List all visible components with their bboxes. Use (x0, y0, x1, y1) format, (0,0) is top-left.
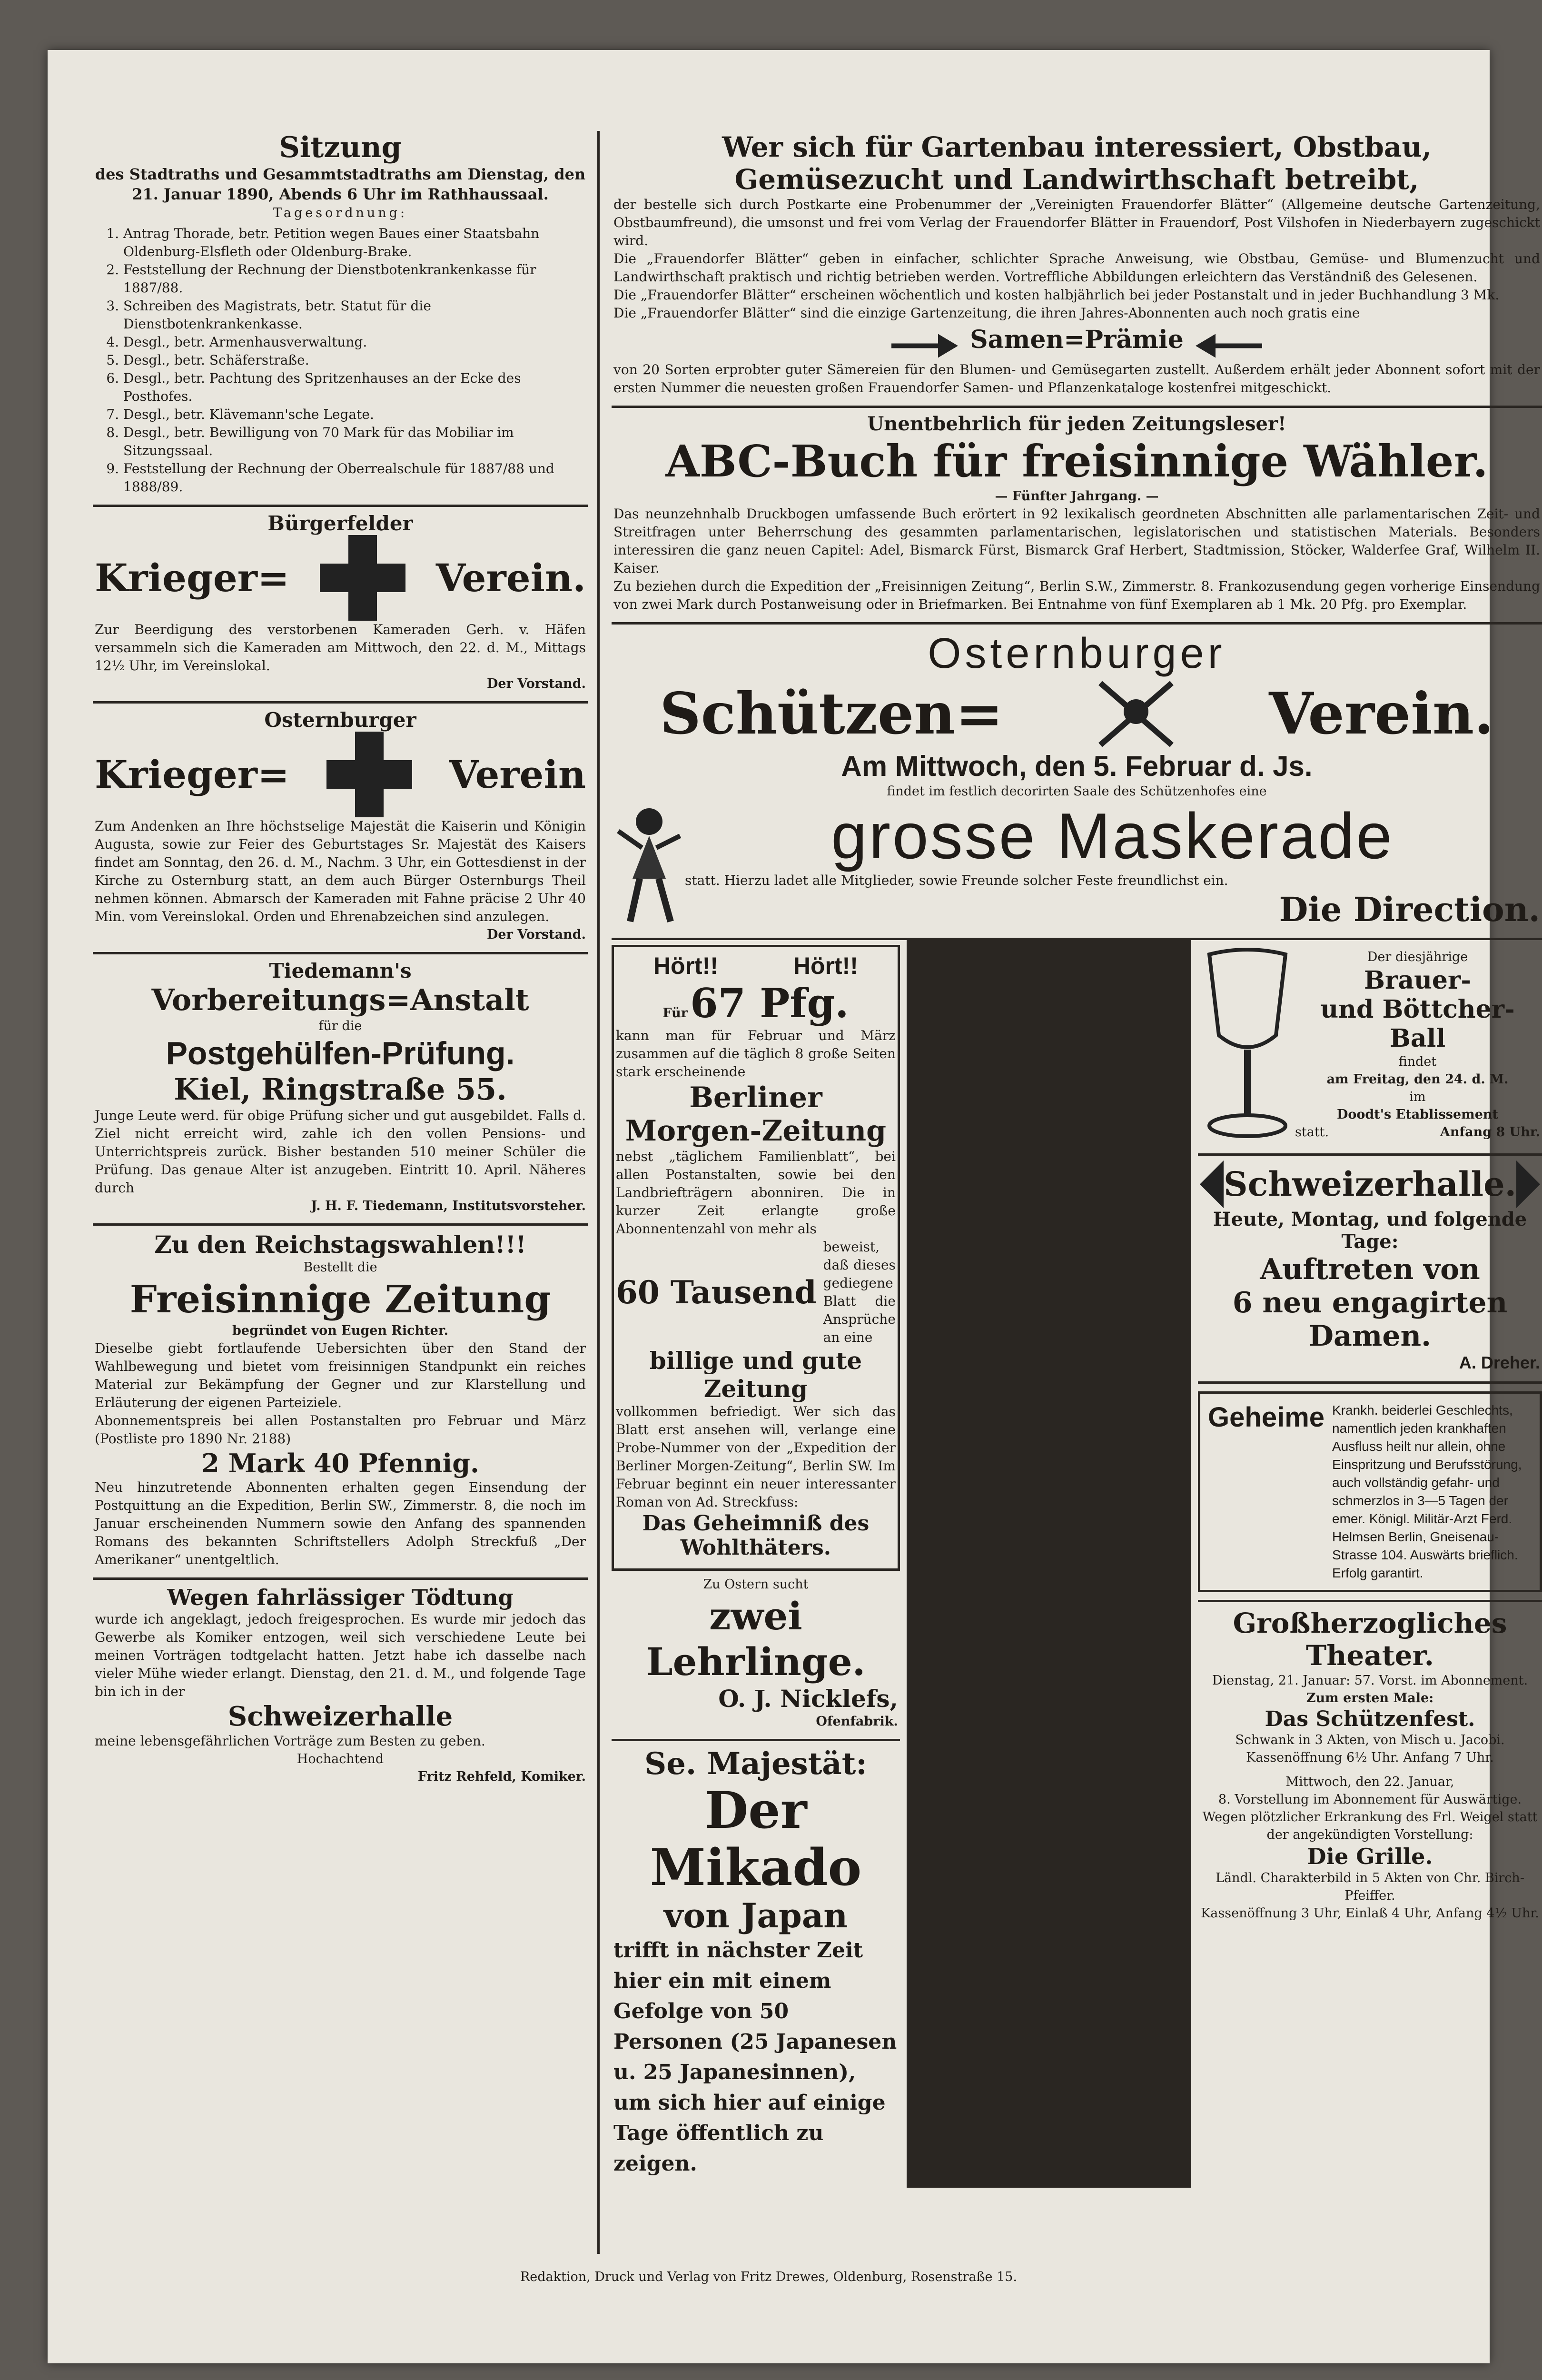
agenda-label: Tagesordnung: (273, 206, 408, 220)
brauer-title2: und Böttcher-Ball (1320, 995, 1515, 1053)
tiedemann-signature: J. H. F. Tiedemann, Institutsvorsteher. (311, 1199, 586, 1213)
sitzung-title: Sitzung (279, 131, 402, 164)
hoert-title1: Berliner (689, 1081, 822, 1114)
imprint-footer: Redaktion, Druck und Verlag von Fritz Drewes, Oldenburg, Rosenstraße 15. (520, 2270, 1018, 2284)
hoert-ad (612, 945, 900, 1571)
hoert-price: 67 Pfg. (690, 979, 849, 1027)
brauer-findet: findet (1398, 1054, 1437, 1069)
agenda-item: 1. Antrag Thorade, betr. Petition wegen Baues einer Staatsbahn Oldenburg-Elsfleth oder Oldenburg-Brake. (123, 225, 586, 261)
krieger-title-right: Verein. (435, 555, 586, 600)
krieger-title-left: Krieger= (95, 555, 289, 600)
hoert-head1: Hört!! (653, 952, 718, 979)
brauer-ball-ad (1198, 940, 1542, 1156)
tiedemann-line3: Postgehülfen-Prüfung. (166, 1035, 515, 1071)
brauer-statt: statt. (1295, 1125, 1329, 1140)
gartenbau-text2: Die „Frauendorfer Blätter“ geben in einfacher, schlichter Sprache Anweisung, wie Obstbau, Gemüse- und Blumenzucht und Landwirthschaft praktisch und richtig betrieben werden. Vortreffliche Abbildungen erleichtern das Verständniß des Gelesenen. (613, 251, 1540, 285)
theater-d2: Mittwoch, den 22. Januar, (1285, 1774, 1454, 1789)
schuetzen-top: Osternburger (928, 629, 1226, 677)
abc-title: ABC-Buch für freisinnige Wähler. (665, 435, 1488, 487)
agenda-item: 7. Desgl., betr. Klävemann'sche Legate. (123, 406, 586, 424)
mikado-l3: von Japan (663, 1895, 848, 1935)
schweizerhalle-title: Schweizerhalle. (1224, 1164, 1516, 1204)
theater-d2d: Die Grille. (1307, 1843, 1433, 1869)
theater-d2f: Kassenöffnung 3 Uhr, Einlaß 4 Uhr, Anfang 4½ Uhr. (1201, 1905, 1539, 1921)
krieger-title-left: Krieger= (95, 752, 289, 797)
schuetzen-verein-ad (612, 625, 1542, 940)
pointing-hand-icon (1196, 334, 1262, 358)
osternburger-signature: Der Vorstand. (487, 927, 586, 942)
agenda-item: 5. Desgl., betr. Schäferstraße. (123, 351, 586, 369)
theater-d2b: 8. Vorstellung im Abonnement für Auswärtige. (1218, 1792, 1522, 1807)
brauer-title1: Brauer- (1364, 966, 1471, 995)
abc-buch-ad (612, 408, 1542, 625)
schuetzen-signature: Die Direction. (1279, 889, 1540, 929)
schuetzen-text: statt. Hierzu ladet alle Mitglieder, sowie Freunde solcher Feste freundlichst ein. (685, 872, 1228, 888)
theater-ad (1198, 1600, 1542, 1931)
reichstag-ad (93, 1226, 588, 1580)
geheime-ad (1198, 1391, 1542, 1592)
brauer-im: im (1409, 1090, 1426, 1104)
buergerfelder-ad (93, 507, 588, 704)
gartenbau-ad (612, 126, 1542, 408)
lehrlinge-name: O. J. Nicklefs, (718, 1684, 898, 1713)
hoert-count: 60 Tausend (616, 1273, 817, 1311)
iron-cross-icon (326, 732, 412, 817)
hoert-title2: Morgen-Zeitung (625, 1114, 887, 1148)
founder: begründet von Eugen Richter. (232, 1323, 448, 1338)
krieger-title-right: Verein (449, 752, 586, 797)
goblet-icon (1200, 945, 1295, 1145)
lehrlinge-intro: Zu Ostern sucht (703, 1577, 809, 1592)
tiedemann-address: Kiel, Ringstraße 55. (174, 1072, 507, 1107)
abc-text2: Zu beziehen durch die Expedition der „Freisinnigen Zeitung“, Berlin S.W., Zimmerstr. 8. Frankozusendung gegen vorherige Einsendung von zwei Mark durch Postanweisung oder in Briefmarken. Bei Entnahme von fünf Exemplaren ab 1 Mk. 20 Pfg. pro Exemplar. (613, 578, 1540, 612)
sitzung-notice (93, 126, 588, 507)
schuetzen-title-right: Verein. (1269, 680, 1494, 747)
brauer-intro: Der diesjährige (1367, 950, 1468, 964)
buergerfelder-org: Bürgerfelder (267, 512, 413, 535)
arrow-left-icon (1200, 1160, 1224, 1208)
lehrlinge-firm: Ofenfabrik. (816, 1714, 898, 1729)
gartenbau-text3: Die „Frauendorfer Blätter“ erscheinen wöchentlich und kosten halbjährlich bei jeder Postanstalt und in jeder Buchhandlung 3 Mk. (613, 287, 1500, 303)
reichstag-headline: Zu den Reichstagswahlen!!! (154, 1230, 526, 1259)
brauer-venue: Doodt's Etablissement (1337, 1107, 1499, 1122)
theater-d1d: Schwank in 3 Akten, von Misch u. Jacobi. (1235, 1732, 1505, 1747)
gartenbau-text5: von 20 Sorten erprobter guter Sämereien für den Blumen- und Gemüsegarten zustellt. Außerdem erhält jeder Abonnent sofort mit der ersten Nummer die neuesten großen Frauendorfer Samen- und Pflanzenkataloge kostenfrei mitgeschickt. (613, 361, 1540, 396)
reichstag-text2: Neu hinzutretende Abonnenten erhalten gegen Einsendung der Postquittung an die Expedition, Berlin SW., Zimmerstr. 8, die noch im Januar erscheinenden Nummern sowie den Anfang des spannenden Romans des bekannten Schriftstellers Adolph Streckfuß „Der Amerikaner“ unentgeltlich. (95, 1479, 586, 1567)
agenda-item: 3. Schreiben des Magistrats, betr. Statut für die Dienstbotenkrankenkasse. (123, 297, 586, 333)
price-text: Abonnementspreis bei allen Postanstalten pro Februar und März (Postliste pro 1890 Nr. 2188) (95, 1413, 586, 1447)
toedtung-signature: Fritz Rehfeld, Komiker. (417, 1769, 586, 1784)
maskerade-title: grosse Maskerade (831, 799, 1394, 872)
theater-d1c: Das Schützenfest. (1265, 1706, 1475, 1731)
agenda-item: 8. Desgl., betr. Bewilligung von 70 Mark für das Mobiliar im Sitzungssaal. (123, 424, 586, 460)
theater-d1e: Kassenöffnung 6½ Uhr. Anfang 7 Uhr. (1246, 1750, 1494, 1765)
subcolumn-divider (907, 940, 1191, 2188)
mikado-text: trifft in nächster Zeit hier ein mit einem Gefolge von 50 Personen (25 Japanesen u. 25 Japanesinnen), um sich hier auf einige Tage öffentlich zu zeigen. (613, 1938, 897, 2176)
gartenbau-text4: Die „Frauendorfer Blätter“ sind die einzige Gartenzeitung, die ihren Jahres-Abonnenten auch noch gratis eine (613, 305, 1360, 321)
agenda-item: 2. Feststellung der Rechnung der Dienstbotenkrankenkasse für 1887/88. (123, 261, 586, 297)
tiedemann-name: Tiedemann's (269, 959, 412, 982)
gartenbau-text1: der bestelle sich durch Postkarte eine Probenummer der „Vereinigten Frauendorfer Blätter“ (Allgemeine deutsche Gartenzeitung, Obstbaumfreund), die umsonst und frei vom Verlag der Frauendorfer Blätter in Frauendorf, Post Vilshofen in Niederbayern zugeschickt wird. (613, 197, 1540, 248)
osternburger-text: Zum Andenken an Ihre höchstselige Majestät die Kaiserin und Königin Augusta, sowie zur Feier des Geburtstages Sr. Majestät des Kaisers findet am Sonntag, den 26. d. M., Nachm. 3 Uhr, ein Gottesdienst in der Kirche zu Osternburg statt, an dem auch Bürger Osternburgs Theil nehmen können. Abmarsch der Kameraden mit Fahne präcise 2 Uhr 40 Min. vom Vereinslokal. Orden und Ehrenabzeichen sind anzulegen. (95, 818, 586, 924)
toedtung-text: wurde ich angeklagt, jedoch freigesprochen. Es wurde mir jedoch das Gewerbe als Komiker entzogen, weil sich verschiedene Leute bei meinen Vorträgen todtgelacht hatten. Jetzt habe ich dasselbe nach vieler Mühe wieder erlangt. Dienstag, den 21. d. M., und folgende Tage bin ich in der (95, 1611, 586, 1699)
toedtung-ad (93, 1580, 588, 1794)
lehrlinge-ad (612, 1571, 900, 1741)
pointing-hand-icon (891, 334, 958, 358)
toedtung-venue: Schweizerhalle (227, 1701, 453, 1732)
subcolumn-a (612, 940, 900, 2188)
schweizerhalle-line2: Auftreten von (1260, 1252, 1480, 1286)
schuetzen-date: Am Mittwoch, den 5. Februar d. Js. (841, 750, 1313, 782)
agenda-item: 6. Desgl., betr. Pachtung des Spritzenhauses an der Ecke des Posthofes. (123, 369, 586, 406)
price-pre: Für (662, 1005, 688, 1021)
theater-d1: Dienstag, 21. Januar: 57. Vorst. im Abonnement. (1212, 1673, 1528, 1688)
agenda-item: 4. Desgl., betr. Armenhausverwaltung. (123, 333, 586, 351)
lower-right-section (612, 940, 1542, 2188)
osternburger-krieger-ad (93, 704, 588, 954)
hoert-text4: vollkommen befriedigt. Wer sich das Blatt erst ansehen will, verlange eine Probe-Nummer von der „Expedition der Berliner Morgen-Zeitung“, Berlin SW. Im Februar beginnt ein neuer interessanter Roman von Ad. Streckfuss: (616, 1403, 896, 1510)
brauer-time: Anfang 8 Uhr. (1440, 1125, 1540, 1140)
subcolumn-b (1198, 940, 1542, 2188)
mikado-l1: Se. Majestät: (644, 1745, 867, 1782)
tiedemann-line2: für die (318, 1019, 362, 1033)
schweizerhalle-line3: 6 neu engagirten Damen. (1232, 1286, 1508, 1353)
crossed-rifles-icon (1096, 678, 1176, 750)
schuetzen-title-left: Schützen= (660, 680, 1003, 747)
hoert-text2: nebst „täglichem Familienblatt“, bei allen Postanstalten, sowie bei den Landbriefträgern abonniren. Die in kurzer Zeit erlangte große Abonnentenzahl von mehr als (616, 1148, 896, 1237)
iron-cross-icon (320, 535, 405, 621)
price: 2 Mark 40 Pfennig. (201, 1448, 479, 1478)
mikado-l2: Der Mikado (650, 1780, 862, 1897)
samen-praemie: Samen=Prämie (970, 325, 1184, 354)
hoert-roman: Das Geheimniß des Wohlthäters. (642, 1511, 870, 1560)
abc-text1: Das neunzehnhalb Druckbogen umfassende Buch erörtert in 92 lexikalisch geordneten Abschnitten alle parlamentarischen Zeit- und Streitfragen unter Beherrschung des gesammten parlamentarischen, legislatorischen und statistischen Materials. Besonders interessiren die ganz neuen Capitel: Adel, Bismarck Fürst, Bismarck Graf Herbert, Stadtmission, Stöcker, Walderfee Graf, Wilhelm II. Kaiser. (613, 506, 1540, 576)
buergerfelder-text: Zur Beerdigung des verstorbenen Kameraden Gerh. v. Häfen versammeln sich die Kameraden am Mittwoch, den 22. d. M., Mittags 12½ Uhr, im Vereinslokal. (95, 622, 586, 674)
schweizerhalle-signature: A. Dreher. (1459, 1352, 1540, 1372)
theater-d2c: Wegen plötzlicher Erkrankung des Frl. Weigel statt der angekündigten Vorstellung: (1202, 1809, 1538, 1842)
hoert-slogan: billige und gute Zeitung (649, 1346, 862, 1403)
agenda-list (95, 225, 586, 496)
gartenbau-headline1: Wer sich für Gartenbau interessiert, Obstbau, (722, 131, 1432, 163)
hoert-text3: beweist, daß dieses gediegene Blatt die Ansprüche an eine (823, 1239, 896, 1345)
tiedemann-ad (93, 954, 588, 1226)
reichstag-text: Dieselbe giebt fortlaufende Uebersichten über den Stand der Wahlbewegung und bietet vom freisinnigen Standpunkt ein reiches Material zur Bekämpfung der Gegner und zur Klarstellung und Erläuterung der eigenen Parteiziele. (95, 1340, 586, 1410)
hoert-text1: kann man für Februar und März zusammen auf die täglich 8 große Seiten stark erscheinende (616, 1027, 896, 1080)
brauer-date: am Freitag, den 24. d. M. (1326, 1072, 1509, 1087)
sitzung-subtitle: des Stadtraths und Gesammtstadtraths am Dienstag, den 21. Januar 1890, Abends 6 Uhr im Rathhaussaal. (95, 165, 586, 203)
harlequin-figure-icon (613, 803, 685, 926)
tiedemann-line1: Vorbereitungs=Anstalt (151, 982, 529, 1017)
schweizerhalle-ad (1198, 1156, 1542, 1384)
hoert-head2: Hört!! (793, 952, 858, 979)
theater-title: Großherzogliches Theater. (1233, 1606, 1507, 1672)
toedtung-headline: Wegen fahrlässiger Tödtung (167, 1585, 514, 1610)
lehrlinge-title: zwei Lehrlinge. (646, 1593, 866, 1684)
freisinnige-title: Freisinnige Zeitung (129, 1277, 551, 1321)
geheime-title: Geheime (1208, 1401, 1325, 1433)
left-column (93, 126, 588, 1794)
toedtung-text2: meine lebensgefährlichen Vorträge zum Besten zu geben. (95, 1733, 485, 1749)
abc-top: Unentbehrlich für jeden Zeitungsleser! (867, 412, 1286, 435)
abc-edition: — Fünfter Jahrgang. — (995, 488, 1159, 504)
gartenbau-headline2: Gemüsezucht und Landwirthschaft betreibt, (734, 163, 1419, 196)
schweizerhalle-line: Heute, Montag, und folgende Tage: (1213, 1208, 1527, 1253)
reichstag-sub: Bestellt die (303, 1260, 377, 1275)
newspaper-page (48, 50, 1540, 2363)
mikado-ad (612, 1741, 900, 2188)
tiedemann-text: Junge Leute werd. für obige Prüfung sicher und gut ausgebildet. Falls d. Ziel nicht erreicht wird, zahle ich den vollen Pensions- und Unterrichtspreis zurück. Bisher bestanden 510 meiner Schüler die Prüfung. Das genaue Alter ist anzugeben. Eintritt 10. April. Näheres durch (95, 1108, 586, 1196)
theater-d1b: Zum ersten Male: (1306, 1690, 1434, 1706)
theater-d2e: Ländl. Charakterbild in 5 Akten von Chr. Birch-Pfeiffer. (1216, 1870, 1524, 1903)
buergerfelder-signature: Der Vorstand. (487, 676, 586, 691)
toedtung-closing: Hochachtend (297, 1752, 384, 1766)
arrow-right-icon (1516, 1160, 1540, 1208)
right-column (612, 126, 1542, 2188)
column-divider (597, 131, 600, 2254)
agenda-item: 9. Feststellung der Rechnung der Oberrealschule für 1887/88 und 1888/89. (123, 460, 586, 496)
geheime-text: Krankh. beiderlei Geschlechts, namentlich jeden krankhaften Ausfluss heilt nur allein, ohne Einspritzung und Berufsstörung, auch vollständig gefahr- und schmerzlos in 3—5 Tagen der emer. Königl. Militär-Arzt Ferd. Helmsen Berlin, Gneisenau-Strasse 104. Auswärts brieflich. Erfolg garantirt. (1332, 1402, 1522, 1580)
schuetzen-intro: findet im festlich decorirten Saale des Schützenhofes eine (887, 783, 1267, 799)
osternburger-org: Osternburger (264, 708, 416, 732)
